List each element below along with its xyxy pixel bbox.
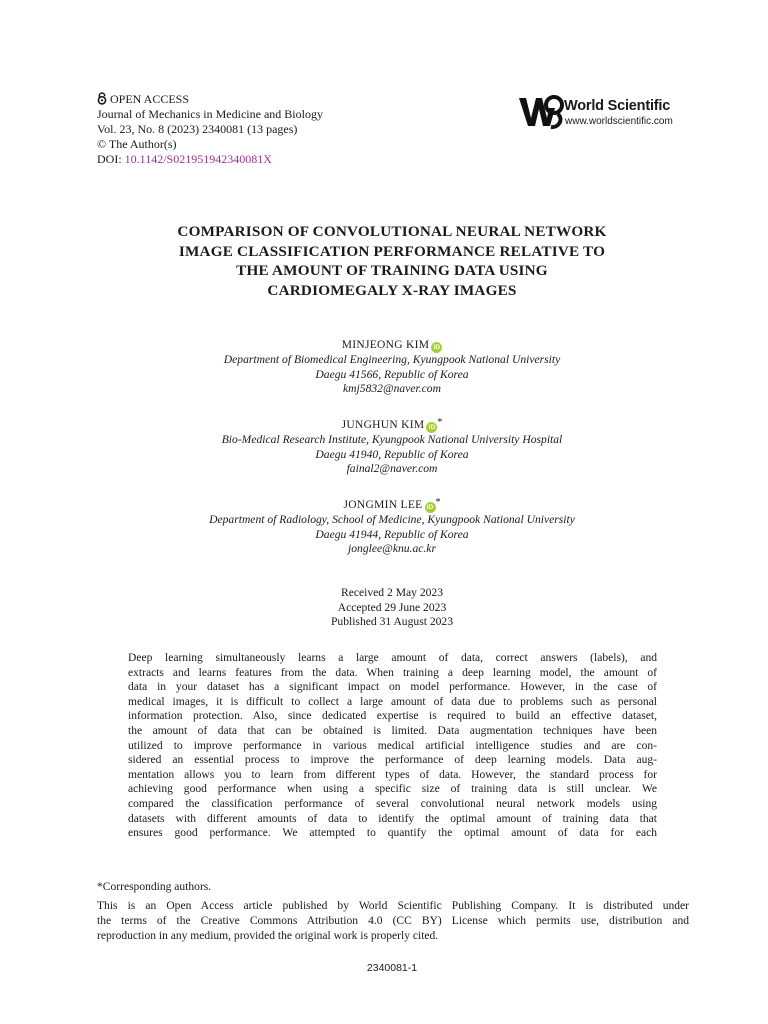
abstract-line: medical images, it is difficult to collect a large amount of data due to problems such as personal xyxy=(128,695,657,708)
abstract xyxy=(128,651,657,841)
author-name: JONGMIN LEE xyxy=(343,499,423,511)
copyright-line: © The Author(s) xyxy=(97,137,177,151)
publisher-name: World Scientific xyxy=(564,98,671,114)
abstract-line: sidered an essential process to improve the performance of deep learning models. Data aug- xyxy=(128,754,657,767)
author-address: Daegu 41566, Republic of Korea xyxy=(315,367,469,381)
abstract-line: the amount of data that can be obtained is limited. Data augmentation techniques have been xyxy=(128,724,657,737)
page-number: 2340081-1 xyxy=(366,962,418,974)
author-address: Daegu 41944, Republic of Korea xyxy=(315,527,469,541)
author-name: MINJEONG KIM xyxy=(341,339,430,351)
author-name-line xyxy=(100,496,684,513)
paper-title xyxy=(100,222,684,300)
orcid-icon[interactable]: iD xyxy=(425,502,436,513)
doi-link[interactable]: 10.1142/S021951942340081X xyxy=(124,152,272,166)
title-line: IMAGE CLASSIFICATION PERFORMANCE RELATIVE TO xyxy=(178,242,606,260)
corresponding-authors-note: *Corresponding authors. xyxy=(97,881,212,893)
author-block-3 xyxy=(100,496,684,557)
author-affiliation: Bio-Medical Research Institute, Kyungpook National University Hospital xyxy=(221,433,563,446)
abstract-line: information protection. Also, since dedicated expertise is required to build an effective dataset, xyxy=(128,710,657,723)
abstract-line: data in your dataset has a significant impact on model performance. However, in the case of xyxy=(128,681,657,694)
abstract-line: compared the classification performance of several convolutional neural network models using xyxy=(128,797,657,810)
world-scientific-logo-icon xyxy=(518,94,564,130)
author-name: JUNGHUN KIM xyxy=(341,419,425,431)
license-line: reproduction in any medium, provided the original work is properly cited. xyxy=(97,930,439,942)
journal-name: Journal of Mechanics in Medicine and Biology xyxy=(97,107,323,121)
author-address: Daegu 41940, Republic of Korea xyxy=(315,447,469,461)
journal-info xyxy=(97,92,427,167)
author-name-line xyxy=(100,336,684,353)
article-dates xyxy=(100,586,684,630)
abstract-line: mentation allows you to learn from different types of data. However, the standard process for xyxy=(128,768,657,781)
title-line: COMPARISON OF CONVOLUTIONAL NEURAL NETWORK xyxy=(177,223,607,240)
doi-line xyxy=(97,152,427,167)
volume-info: Vol. 23, No. 8 (2023) 2340081 (13 pages) xyxy=(97,122,298,136)
corresponding-marker: * xyxy=(437,417,443,428)
author-block-1 xyxy=(100,336,684,397)
abstract-line: achieving good performance when using a specific size of training data is still unclear. We xyxy=(128,783,657,796)
abstract-line: utilized to improve performance in various medical artificial intelligence studies and are con- xyxy=(128,739,657,752)
abstract-line: datasets with different amounts of data to identify the optimal amount of training data that xyxy=(128,812,657,825)
author-email[interactable]: fainal2@naver.com xyxy=(346,462,438,476)
publisher-url[interactable]: www.worldscientific.com xyxy=(565,116,673,127)
accepted-date: Accepted 29 June 2023 xyxy=(337,600,447,614)
license-line: This is an Open Access article published by World Scientific Publishing Company. It is distributed under xyxy=(97,900,689,912)
doi-label: DOI: xyxy=(97,152,122,166)
abstract-line: Deep learning simultaneously learns a large amount of data, correct answers (labels), and xyxy=(128,652,657,664)
open-access-line xyxy=(97,92,427,107)
author-email[interactable]: kmj5832@naver.com xyxy=(343,382,441,396)
footnotes xyxy=(97,880,689,944)
abstract-line: ensures good performance. We attempted to quantify the optimal amount of data for each xyxy=(128,827,657,840)
title-line: THE AMOUNT OF TRAINING DATA USING xyxy=(236,262,548,279)
publisher-logo[interactable] xyxy=(518,94,688,134)
author-affiliation: Department of Biomedical Engineering, Kyungpook National University xyxy=(223,353,561,366)
abstract-line: extracts and learns features from the data. When training a deep learning model, the amount of xyxy=(128,666,657,679)
author-block-2 xyxy=(100,416,684,477)
published-date: Published 31 August 2023 xyxy=(330,615,454,629)
orcid-icon[interactable]: iD xyxy=(431,342,442,353)
license-line: the terms of the Creative Commons Attribution 4.0 (CC BY) License which permits use, distribution and xyxy=(97,915,689,927)
author-affiliation: Department of Radiology, School of Medicine, Kyungpook National University xyxy=(209,513,575,526)
open-access-icon xyxy=(97,92,107,105)
open-access-label: OPEN ACCESS xyxy=(110,92,190,106)
title-line: CARDIOMEGALY X-RAY IMAGES xyxy=(267,281,517,299)
corresponding-marker: * xyxy=(435,497,441,508)
received-date: Received 2 May 2023 xyxy=(340,586,444,599)
author-email[interactable]: jonglee@knu.ac.kr xyxy=(348,542,436,556)
author-name-line xyxy=(100,416,684,433)
orcid-icon[interactable]: iD xyxy=(426,422,437,433)
